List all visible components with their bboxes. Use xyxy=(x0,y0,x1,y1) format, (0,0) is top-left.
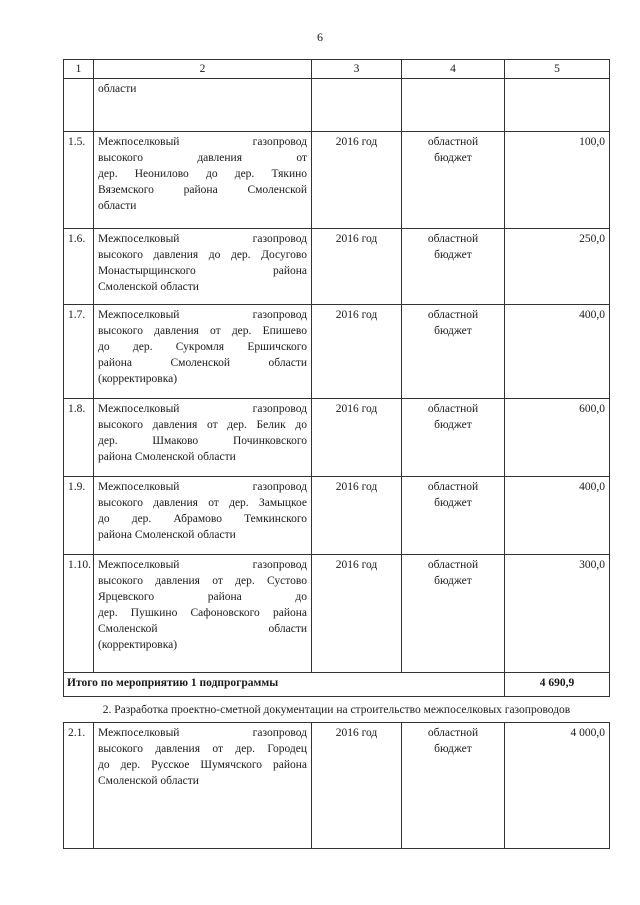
description-line: области xyxy=(98,200,137,212)
page-number: 6 xyxy=(317,30,323,44)
description-line: высокого давления от дер. Сустово xyxy=(98,575,307,587)
row-funding-source xyxy=(402,132,505,229)
description-line: до дер. Сукромля Ершичского xyxy=(98,341,307,353)
funding-source-line: областной xyxy=(427,233,479,245)
description-line: района Смоленской области xyxy=(98,357,307,369)
table-row xyxy=(64,555,610,673)
funding-source-line: бюджет xyxy=(434,249,472,261)
budget-table xyxy=(63,59,610,849)
description-line: Межпоселковый газопровод xyxy=(98,727,307,739)
header-col-1: 1 xyxy=(64,60,94,79)
row-number: 1.5. xyxy=(64,132,94,229)
row-number: 1.7. xyxy=(64,305,94,399)
row-funding-source xyxy=(402,555,505,673)
section-title: 2. Разработка проектно-сметной документации на строительство межпоселковых газопроводов xyxy=(64,697,610,723)
description-line: Смоленской области xyxy=(98,775,199,787)
description-line: Межпоселковый газопровод xyxy=(98,403,307,415)
description-line: (корректировка) xyxy=(98,639,178,651)
row-description xyxy=(94,132,312,229)
row-number: 1.10. xyxy=(64,555,94,673)
description-line: до дер. Русское Шумячского района xyxy=(98,759,307,771)
row-year: 2016 год xyxy=(312,305,402,399)
row-amount: 300,0 xyxy=(505,555,610,673)
table-row xyxy=(64,477,610,555)
funding-source-line: областной xyxy=(427,309,479,321)
description-line: высокого давления от дер. Городец xyxy=(98,743,307,755)
description-line: Межпоселковый газопровод xyxy=(98,233,307,245)
row-description xyxy=(94,399,312,477)
total-amount: 4 690,9 xyxy=(505,673,610,697)
description-line: высокого давления от xyxy=(98,152,307,164)
row-description xyxy=(94,477,312,555)
row-funding-source xyxy=(402,723,505,849)
funding-source-line: областной xyxy=(427,136,479,148)
description-line: Смоленской области xyxy=(98,623,307,635)
table-row xyxy=(64,723,610,849)
row-amount: 600,0 xyxy=(505,399,610,477)
total-row xyxy=(64,673,610,697)
row-funding-source xyxy=(402,399,505,477)
funding-source-line: областной xyxy=(427,559,479,571)
row-description xyxy=(94,305,312,399)
description-line: высокого давления от дер. Замыцкое xyxy=(98,497,307,509)
description-line: Ярцевского района до xyxy=(98,591,307,603)
description-line: дер. Неонилово до дер. Тякино xyxy=(98,168,307,180)
row-funding-source xyxy=(402,477,505,555)
funding-source-line: бюджет xyxy=(434,743,472,755)
row-number: 1.9. xyxy=(64,477,94,555)
row-number: 1.6. xyxy=(64,229,94,305)
continued-text: области xyxy=(98,83,137,95)
funding-source-line: бюджет xyxy=(434,497,472,509)
description-line: высокого давления от дер. Белик до xyxy=(98,419,307,431)
description-line: Межпоселковый газопровод xyxy=(98,559,307,571)
row-description xyxy=(94,723,312,849)
funding-source-line: бюджет xyxy=(434,419,472,431)
continued-row xyxy=(64,79,610,132)
description-line: Межпоселковый газопровод xyxy=(98,309,307,321)
header-col-2: 2 xyxy=(94,60,312,79)
description-line: дер. Шмаково Починковского xyxy=(98,435,307,447)
row-amount: 4 000,0 xyxy=(505,723,610,849)
row-year: 2016 год xyxy=(312,477,402,555)
row-description xyxy=(94,229,312,305)
row-description xyxy=(94,555,312,673)
row-year: 2016 год xyxy=(312,399,402,477)
header-col-4: 4 xyxy=(402,60,505,79)
row-amount: 100,0 xyxy=(505,132,610,229)
description-line: высокого давления до дер. Досугово xyxy=(98,249,307,261)
row-number: 2.1. xyxy=(64,723,94,849)
table-row xyxy=(64,229,610,305)
row-year: 2016 год xyxy=(312,723,402,849)
table-row xyxy=(64,132,610,229)
funding-source-line: бюджет xyxy=(434,152,472,164)
description-line: района Смоленской области xyxy=(98,529,236,541)
row-number: 1.8. xyxy=(64,399,94,477)
row-year: 2016 год xyxy=(312,555,402,673)
description-line: Монастырщинского района xyxy=(98,265,307,277)
funding-source-line: областной xyxy=(427,727,479,739)
funding-source-line: бюджет xyxy=(434,575,472,587)
row-year: 2016 год xyxy=(312,229,402,305)
row-amount: 400,0 xyxy=(505,477,610,555)
description-line: Межпоселковый газопровод xyxy=(98,136,307,148)
description-line: высокого давления от дер. Епишево xyxy=(98,325,307,337)
funding-source-line: бюджет xyxy=(434,325,472,337)
description-line: до дер. Абрамово Темкинского xyxy=(98,513,307,525)
description-line: дер. Пушкино Сафоновского района xyxy=(98,607,307,619)
row-year: 2016 год xyxy=(312,132,402,229)
table-header-row xyxy=(64,60,610,79)
total-label: Итого по мероприятию 1 подпрограммы xyxy=(64,673,505,697)
description-line: Вяземского района Смоленской xyxy=(98,184,307,196)
row-funding-source xyxy=(402,305,505,399)
funding-source-line: областной xyxy=(427,403,479,415)
description-line: (корректировка) xyxy=(98,373,178,385)
row-funding-source xyxy=(402,229,505,305)
header-col-5: 5 xyxy=(505,60,610,79)
section-title-row xyxy=(64,697,610,723)
description-line: района Смоленской области xyxy=(98,451,236,463)
header-col-3: 3 xyxy=(312,60,402,79)
description-line: Смоленской области xyxy=(98,281,199,293)
row-amount: 250,0 xyxy=(505,229,610,305)
description-line: Межпоселковый газопровод xyxy=(98,481,307,493)
table-row xyxy=(64,305,610,399)
table-row xyxy=(64,399,610,477)
funding-source-line: областной xyxy=(427,481,479,493)
rows-section-1 xyxy=(64,132,610,673)
row-amount: 400,0 xyxy=(505,305,610,399)
rows-section-2 xyxy=(64,723,610,849)
